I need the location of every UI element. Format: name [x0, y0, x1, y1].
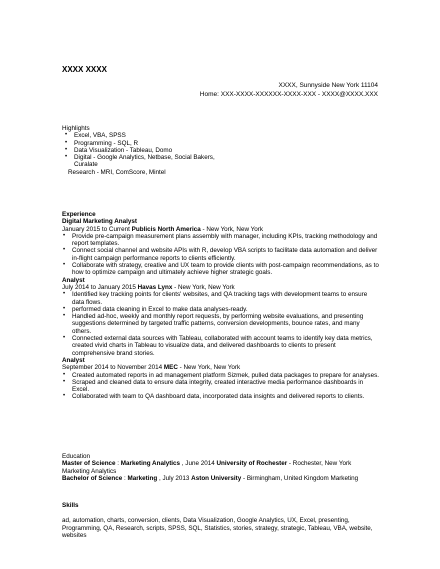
- list-item: • Collaborated with team to QA dashboard data, incorporated data insights and delivered reports to clients.: [62, 393, 380, 400]
- experience-heading: Experience: [62, 211, 96, 218]
- degree: Master of Science: [62, 460, 116, 468]
- field-of-study: Marketing: [127, 474, 158, 482]
- education-entry: [62, 460, 380, 475]
- school-name: Aston University: [191, 474, 242, 482]
- list-item: • Digital - Google Analytics, Netbase, Social Bakers,: [64, 154, 380, 161]
- school-name: University of Rochester: [216, 460, 288, 468]
- list-item: • Programming - SQL, R: [64, 140, 380, 147]
- degree-separator: :: [115, 460, 121, 468]
- list-item: • Scraped and cleaned data to ensure data integrity, created interactive media performance dashboards in Excel.: [62, 379, 380, 394]
- experience-section: [62, 211, 380, 401]
- job-title: Digital Marketing Analyst: [62, 218, 137, 226]
- list-item: • Data Visualization - Tableau, Domo: [64, 147, 380, 154]
- job-company: MEC: [163, 364, 178, 372]
- research-line: Research - MRI, ComScore, Mintel: [68, 168, 166, 176]
- education-heading: Education: [62, 453, 91, 460]
- job-title: Analyst: [62, 276, 85, 284]
- list-item: • Identified key tracking points for clients' websites, and QA tracking tags with development teams to ensure data flows.: [62, 291, 380, 306]
- list-item: • Connect social channel and website APIs with R, develop VBA scripts to facilitate data automation and deliver in-flight campaign performance reports to clients efficiently.: [62, 247, 380, 262]
- job-bullets: [62, 291, 380, 357]
- degree-separator: :: [122, 474, 128, 482]
- education-date: , June 2014: [180, 460, 217, 468]
- job-dates: January 2015 to Current: [62, 225, 130, 233]
- address-line: XXXX, Sunnyside New York 11104: [278, 82, 378, 89]
- list-item: • performed data cleaning in Excel to make data analyses-ready.: [62, 306, 380, 313]
- degree: Bachelor of Science: [62, 474, 123, 482]
- job-dates: July 2014 to January 2015: [62, 283, 136, 291]
- job-entry: [62, 218, 380, 276]
- job-bullets: [62, 233, 380, 277]
- contact-block: [200, 82, 378, 99]
- list-item: • Excel, VBA, SPSS: [64, 132, 380, 139]
- education-entry: [62, 475, 380, 482]
- highlights-heading: Highlights: [62, 125, 90, 132]
- job-meta: [62, 284, 380, 291]
- skills-heading: Skills: [62, 502, 79, 509]
- field-of-study: Marketing Analytics: [120, 460, 181, 468]
- job-company: Publicis North America: [131, 225, 201, 233]
- job-location: - New York, New York: [200, 225, 264, 233]
- job-title: Analyst: [62, 356, 85, 364]
- education-section: [62, 453, 380, 482]
- highlights-section: [62, 125, 380, 176]
- list-item: • Handled ad-hoc, weekly and monthly report requests, by performing website evaluations, and presenting suggestions determined by targeted traffic patterns, conversion developments, bounce rates, and many others.: [62, 313, 380, 335]
- school-location: - Rochester, New York Marketing Analytics: [62, 460, 352, 475]
- highlights-list: [62, 132, 380, 161]
- list-item: • Created automated reports in ad management platform Sizmek, pulled data packages to prepare for analyses.: [62, 372, 380, 379]
- job-dates: September 2014 to November 2014: [62, 364, 163, 372]
- job-company: Havas Lynx: [137, 283, 173, 291]
- list-item: • Provide pre-campaign measurement plans assembly with manager, including KPIs, tracking methodology and report templates.: [62, 233, 380, 248]
- skills-text: ad, automation, charts, conversion, clients, Data Visualization, Google Analytics, UX, Excel, presenting, Programming, QA, Research, scripts, SPSS, SQL, Statistics, stories, strategy, strategic, Tableau, VBA, website, websites: [62, 517, 373, 539]
- job-bullets: [62, 372, 380, 401]
- job-entry: [62, 277, 380, 357]
- job-location: - New York, New York: [172, 283, 235, 291]
- skills-section: [62, 502, 380, 539]
- list-item: • Connected external data sources with Tableau, collaborated with account teams to identify key data metrics, created vivid charts in Tableau to visualize data, and delivered dashboards to clients to present comprehensive brand stories.: [62, 335, 380, 357]
- job-meta: [62, 226, 380, 233]
- school-location: - Birmingham, United Kingdom Marketing: [241, 474, 359, 482]
- candidate-name: XXXX XXXX: [62, 65, 107, 74]
- job-location: - New York, New York: [177, 364, 241, 372]
- highlight-continuation: Curalate: [74, 161, 98, 169]
- home-contact-line: Home: XXX-XXXX-XXXXXX-XXXX-XXX - XXXX@XXXX.XXX: [199, 90, 378, 98]
- job-meta: [62, 364, 380, 371]
- job-entry: [62, 357, 380, 401]
- list-item: • Collaborate with strategy, creative and UX team to provide clients with post-campaign recommendations, as to how to optimize campaign and ultimately achieve higher strategic goals.: [62, 262, 380, 277]
- education-date: , July 2013: [157, 474, 192, 482]
